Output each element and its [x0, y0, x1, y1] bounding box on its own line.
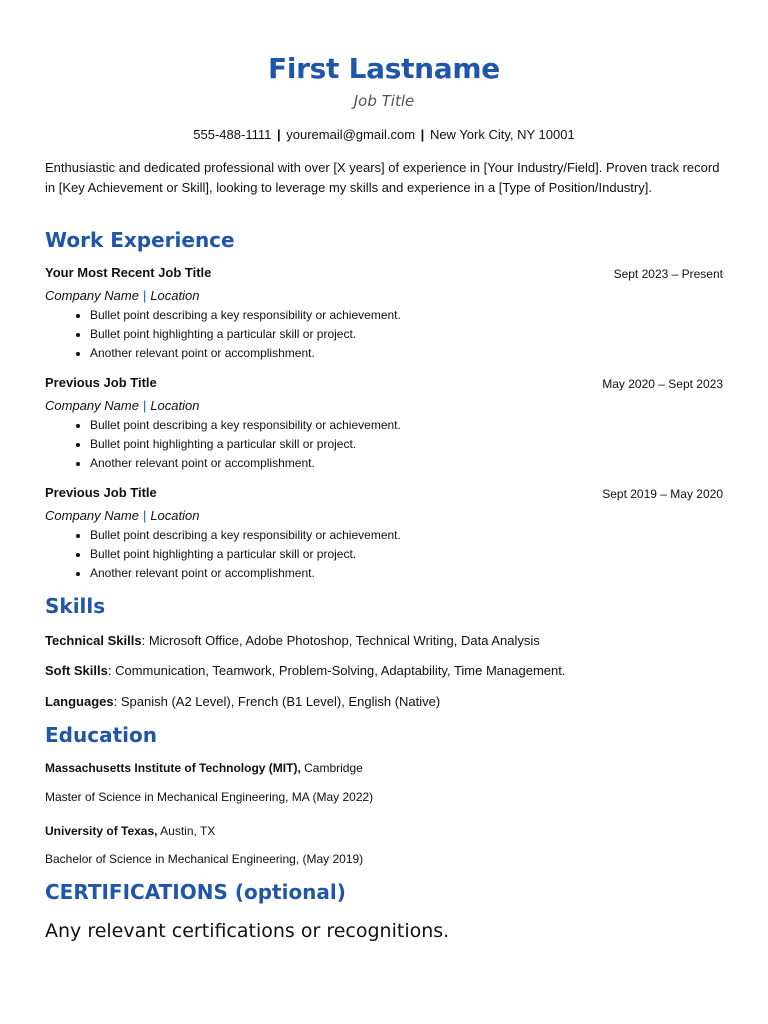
education-school-line	[45, 761, 363, 775]
work-experience-heading: Work Experience	[45, 228, 235, 252]
job-dates: Sept 2023 – Present	[613, 267, 723, 281]
bullet-item: • Another relevant point or accomplishment.	[90, 454, 723, 473]
job-company: Company Name	[45, 398, 139, 413]
job-company-line	[45, 285, 723, 306]
contact-location: New York City, NY 10001	[429, 127, 575, 142]
skill-line	[45, 633, 540, 648]
education-heading: Education	[45, 723, 157, 747]
job-bullets	[45, 306, 723, 363]
resume-job-title: Job Title	[353, 92, 415, 110]
certifications-text: Any relevant certifications or recognitions.	[45, 920, 450, 942]
school-place: Cambridge	[300, 761, 363, 775]
bullet-item: • Bullet point describing a key responsibility or achievement.	[90, 526, 723, 545]
company-separator: |	[142, 508, 147, 523]
job-entry	[45, 485, 723, 583]
bullet-item: • Bullet point highlighting a particular skill or project.	[90, 325, 723, 344]
skill-label: Languages	[45, 694, 114, 709]
skill-label: Technical Skills	[45, 633, 142, 648]
skill-value: : Communication, Teamwork, Problem-Solving, Adaptability, Time Management.	[107, 663, 566, 678]
bullet-item: • Bullet point highlighting a particular skill or project.	[90, 545, 723, 564]
education-school-line	[45, 824, 215, 838]
certifications-heading: CERTIFICATIONS (optional)	[45, 880, 346, 904]
bullet-item: • Another relevant point or accomplishment.	[90, 344, 723, 363]
school-place: Austin, TX	[157, 824, 216, 838]
skills-heading: Skills	[45, 594, 106, 618]
job-role: Your Most Recent Job Title	[45, 265, 212, 280]
job-role: Previous Job Title	[45, 375, 157, 390]
job-location: Location	[150, 398, 200, 413]
resume-name: First Lastname	[268, 52, 500, 85]
contact-separator: |	[276, 127, 281, 142]
job-location: Location	[150, 288, 200, 303]
contact-line	[45, 127, 723, 142]
job-entry	[45, 265, 723, 363]
job-company: Company Name	[45, 288, 139, 303]
bullet-item: • Bullet point highlighting a particular skill or project.	[90, 435, 723, 454]
skill-line	[45, 694, 440, 709]
education-degree: Bachelor of Science in Mechanical Engineering, (May 2019)	[45, 852, 364, 866]
job-company-line	[45, 395, 723, 416]
education-degree: Master of Science in Mechanical Engineering, MA (May 2022)	[45, 790, 374, 804]
contact-phone: 555-488-1111	[193, 127, 272, 142]
job-role: Previous Job Title	[45, 485, 157, 500]
job-dates: May 2020 – Sept 2023	[602, 377, 723, 391]
job-company-line	[45, 505, 723, 526]
bullet-item: • Bullet point describing a key responsibility or achievement.	[90, 416, 723, 435]
skill-label: Soft Skills	[45, 663, 108, 678]
job-location: Location	[150, 508, 200, 523]
bullet-item: • Bullet point describing a key responsibility or achievement.	[90, 306, 723, 325]
job-header	[45, 265, 723, 285]
contact-separator: |	[420, 127, 425, 142]
job-bullets	[45, 416, 723, 473]
job-dates: Sept 2019 – May 2020	[602, 487, 723, 501]
resume-page	[45, 0, 723, 1024]
job-company: Company Name	[45, 508, 139, 523]
skill-line	[45, 663, 565, 678]
contact-email: youremail@gmail.com	[286, 127, 416, 142]
skill-value: : Microsoft Office, Adobe Photoshop, Technical Writing, Data Analysis	[141, 633, 540, 648]
job-entry	[45, 375, 723, 473]
company-separator: |	[142, 398, 147, 413]
school-name: Massachusetts Institute of Technology (MIT),	[45, 761, 301, 775]
school-name: University of Texas,	[45, 824, 158, 838]
summary-paragraph: Enthusiastic and dedicated professional with over [X years] of experience in [Your Industry/Field]. Proven track record in [Key Achievement or Skill], looking to leverage my skills and experience in a [Type of Position/Industry].	[45, 160, 720, 195]
company-separator: |	[142, 288, 147, 303]
job-header	[45, 485, 723, 505]
job-header	[45, 375, 723, 395]
job-bullets	[45, 526, 723, 583]
bullet-item: • Another relevant point or accomplishment.	[90, 564, 723, 583]
skill-value: : Spanish (A2 Level), French (B1 Level), English (Native)	[113, 694, 441, 709]
